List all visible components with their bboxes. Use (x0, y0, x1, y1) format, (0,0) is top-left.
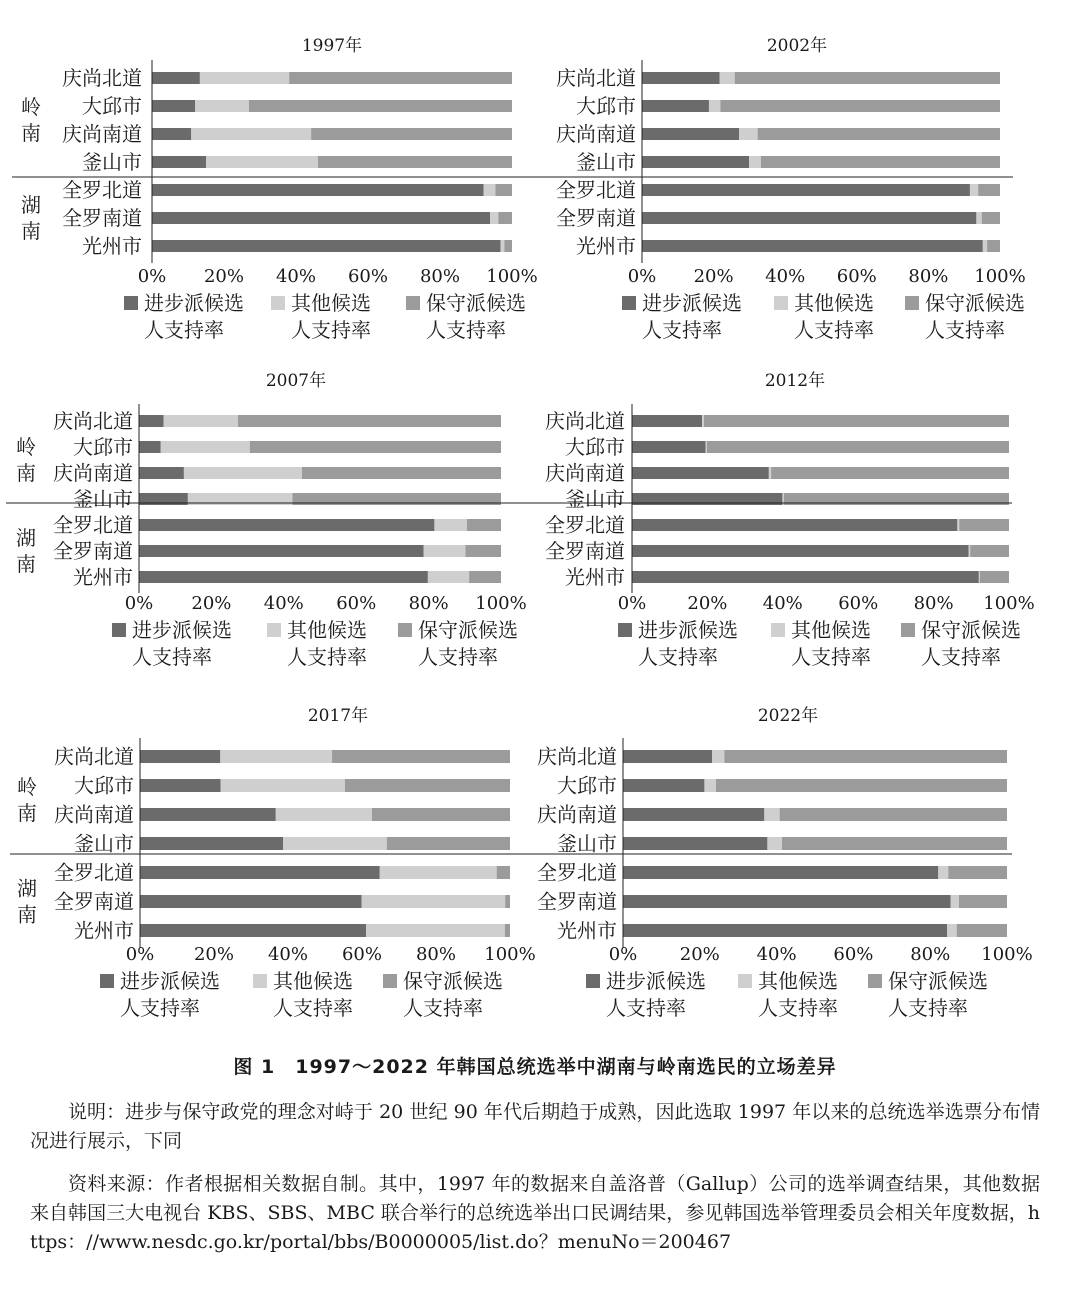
figure-caption: 图 1 1997～2022 年韩国总统选举中湖南与岭南选民的立场差异 (233, 1056, 837, 1078)
bar-progressive (623, 924, 947, 937)
bar-progressive (140, 924, 366, 937)
x-tick-label: 60% (336, 593, 377, 614)
bar-other (362, 895, 506, 908)
bar-other (490, 212, 498, 224)
bar-other (947, 924, 957, 937)
bar-progressive (140, 895, 362, 908)
bar-other (206, 156, 318, 168)
legend-swatch-progressive (112, 623, 126, 637)
region-group-label: 岭 (16, 435, 36, 459)
legend-label-conservative: 保守派候选 (888, 969, 988, 993)
bar-other (704, 779, 716, 792)
category-label: 大邱市 (82, 94, 142, 118)
bar-other (764, 808, 779, 821)
bar-conservative (987, 240, 1000, 252)
bar-progressive (632, 467, 769, 479)
bar-conservative (495, 184, 512, 196)
bar-progressive (623, 750, 712, 763)
x-tick-label: 60% (341, 944, 383, 965)
bar-conservative (978, 184, 1000, 196)
legend-label-other: 其他候选 (791, 618, 871, 642)
category-label: 大邱市 (557, 773, 617, 798)
bar-other (749, 156, 761, 168)
region-group-label: 南 (16, 552, 36, 576)
region-group-label: 湖 (16, 526, 36, 550)
bar-progressive (623, 779, 704, 792)
category-label: 庆尚北道 (537, 744, 617, 769)
bar-progressive (140, 779, 221, 792)
bar-other (283, 837, 387, 850)
category-label: 光州市 (74, 918, 134, 943)
bar-conservative (959, 519, 1009, 531)
bar-other (380, 866, 497, 879)
legend-label-other-line2: 人支持率 (287, 645, 367, 669)
x-tick-label: 40% (756, 944, 797, 965)
legend-label-conservative-line2: 人支持率 (888, 996, 968, 1020)
bar-progressive (140, 837, 283, 850)
bar-conservative (249, 100, 512, 112)
chart-panel-0 (21, 35, 538, 342)
category-label: 光州市 (557, 918, 617, 943)
bar-conservative (707, 441, 1009, 453)
legend-swatch-progressive (622, 296, 636, 310)
bar-other (191, 128, 311, 140)
bar-other (220, 750, 332, 763)
category-label: 庆尚南道 (545, 461, 625, 485)
bar-progressive (139, 545, 424, 557)
legend-swatch-conservative (406, 296, 420, 310)
bar-progressive (139, 441, 161, 453)
legend-label-conservative-line2: 人支持率 (921, 645, 1001, 669)
region-group-label: 湖 (17, 876, 37, 901)
x-tick-label: 20% (193, 944, 235, 965)
legend-label-other-line2: 人支持率 (794, 318, 874, 342)
category-label: 全罗北道 (54, 860, 134, 885)
bar-other (769, 467, 771, 479)
bar-progressive (623, 895, 951, 908)
bar-other (161, 441, 250, 453)
bar-progressive (139, 519, 434, 531)
chart-title: 2002年 (766, 36, 828, 56)
bar-other (709, 100, 720, 112)
bar-other (184, 467, 302, 479)
legend-swatch-other (271, 296, 285, 310)
bar-progressive (152, 184, 484, 196)
legend-swatch-conservative (398, 623, 412, 637)
legend-swatch-other (738, 974, 752, 988)
legend-swatch-other (253, 974, 267, 988)
figure-note-description: 说明：进步与保守政党的理念对峙于 20 世纪 90 年代后期趋于成熟，因此选取 1997 年以来的总统选举选票分布情况进行展示，下同 (30, 1101, 1040, 1152)
x-tick-label: 0% (124, 593, 154, 614)
bar-conservative (345, 779, 510, 792)
x-tick-label: 80% (415, 944, 457, 965)
chart-panel-3 (545, 370, 1035, 669)
category-label: 大邱市 (576, 94, 636, 118)
bar-other (983, 240, 987, 252)
x-tick-label: 60% (833, 944, 874, 965)
x-tick-label: 40% (765, 266, 806, 287)
category-label: 光州市 (576, 234, 636, 258)
bar-other (767, 837, 782, 850)
bar-other (500, 240, 504, 252)
category-label: 庆尚南道 (62, 122, 142, 146)
bar-progressive (623, 866, 938, 879)
category-label: 釜山市 (557, 831, 617, 856)
region-group-label: 岭 (17, 775, 37, 799)
x-tick-label: 20% (687, 593, 728, 614)
bar-conservative (720, 100, 1000, 112)
bar-conservative (387, 837, 510, 850)
x-tick-label: 60% (838, 593, 879, 614)
legend-swatch-conservative (905, 296, 919, 310)
legend-label-conservative: 保守派候选 (426, 291, 526, 315)
bar-other (739, 128, 758, 140)
legend-label-progressive: 进步派候选 (638, 618, 738, 642)
bar-other (366, 924, 505, 937)
legend-label-progressive-line2: 人支持率 (132, 645, 212, 669)
category-label: 全罗北道 (545, 513, 625, 537)
legend-swatch-progressive (618, 623, 632, 637)
legend-label-conservative: 保守派候选 (418, 618, 518, 642)
legend-label-conservative: 保守派候选 (925, 291, 1025, 315)
x-tick-label: 0% (627, 266, 657, 287)
bar-conservative (716, 779, 1007, 792)
x-tick-label: 0% (137, 266, 167, 287)
figure-note-source: 资料来源：作者根据相关数据自制。其中，1997 年的数据来自盖洛普（Gallup）公司的选举调查结果，其他数据来自韩国三大电视台 KBS、SBS、MBC 联合举行的总统选举出口民调结果，参见韩国选举管理委员会相关年度数据，https：//www.nesdc.go.kr/portal/bbs/B0000005/list.do？menuNo＝200467 (30, 1173, 1040, 1253)
bar-other (951, 895, 959, 908)
bar-conservative (980, 571, 1009, 583)
legend-label-other: 其他候选 (794, 291, 874, 315)
legend-label-conservative-line2: 人支持率 (426, 318, 506, 342)
x-tick-label: 80% (419, 266, 461, 287)
category-label: 全罗北道 (62, 178, 142, 202)
x-tick-label: 0% (617, 593, 647, 614)
legend-swatch-progressive (100, 974, 114, 988)
legend-label-other: 其他候选 (758, 969, 838, 993)
legend-swatch-other (774, 296, 788, 310)
legend-swatch-conservative (383, 974, 397, 988)
x-tick-label: 60% (836, 266, 877, 287)
bar-other (424, 545, 466, 557)
x-tick-label: 20% (679, 944, 720, 965)
bar-conservative (504, 240, 512, 252)
bar-other (164, 415, 238, 427)
legend-swatch-progressive (586, 974, 600, 988)
x-tick-label: 20% (203, 266, 245, 287)
bar-progressive (632, 571, 979, 583)
x-tick-label: 40% (275, 266, 317, 287)
bar-progressive (632, 441, 706, 453)
bar-other (434, 519, 467, 531)
bar-conservative (735, 72, 1000, 84)
bar-conservative (311, 128, 512, 140)
category-label: 全罗南道 (53, 539, 133, 563)
bar-other (979, 571, 980, 583)
category-label: 庆尚北道 (54, 744, 134, 769)
bar-progressive (642, 240, 983, 252)
legend-label-progressive-line2: 人支持率 (144, 318, 224, 342)
category-label: 光州市 (73, 565, 133, 589)
bar-progressive (140, 750, 220, 763)
region-group-label: 南 (17, 902, 37, 927)
x-tick-label: 80% (913, 593, 954, 614)
bar-progressive (152, 212, 490, 224)
category-label: 釜山市 (74, 831, 134, 856)
category-label: 全罗南道 (54, 889, 134, 914)
legend-swatch-conservative (901, 623, 915, 637)
legend-label-progressive: 进步派候选 (606, 969, 706, 993)
category-label: 全罗南道 (62, 206, 142, 230)
category-label: 釜山市 (73, 487, 133, 511)
bar-conservative (761, 156, 1000, 168)
bar-progressive (642, 100, 709, 112)
category-label: 釜山市 (82, 150, 142, 174)
chart-title: 1997年 (301, 36, 363, 56)
x-tick-label: 40% (263, 593, 304, 614)
bar-progressive (642, 156, 749, 168)
category-label: 庆尚北道 (62, 66, 142, 90)
bar-other (720, 72, 735, 84)
legend-label-progressive: 进步派候选 (642, 291, 742, 315)
x-tick-label: 100% (475, 593, 527, 614)
bar-progressive (140, 866, 380, 879)
category-label: 庆尚南道 (53, 461, 133, 485)
bar-conservative (959, 895, 1007, 908)
bar-progressive (139, 415, 164, 427)
bar-progressive (642, 184, 970, 196)
bar-other (221, 779, 345, 792)
bar-progressive (642, 72, 720, 84)
x-tick-label: 0% (125, 944, 155, 965)
bar-conservative (982, 212, 1000, 224)
category-label: 全罗北道 (537, 860, 617, 885)
chart-title: 2012年 (764, 371, 826, 391)
legend-label-other-line2: 人支持率 (273, 996, 353, 1020)
bar-conservative (372, 808, 510, 821)
bar-progressive (623, 837, 767, 850)
x-tick-label: 80% (910, 944, 951, 965)
x-tick-label: 0% (608, 944, 638, 965)
chart-panel-5 (537, 705, 1033, 1020)
category-label: 全罗南道 (545, 539, 625, 563)
bar-other (957, 519, 959, 531)
bar-progressive (152, 100, 195, 112)
bar-other (484, 184, 496, 196)
legend-swatch-conservative (868, 974, 882, 988)
region-group-label: 南 (21, 121, 41, 145)
bar-progressive (632, 415, 702, 427)
bar-progressive (642, 212, 976, 224)
bar-progressive (140, 808, 276, 821)
legend-label-progressive-line2: 人支持率 (120, 996, 200, 1020)
legend-label-conservative-line2: 人支持率 (403, 996, 483, 1020)
category-label: 全罗北道 (53, 513, 133, 537)
category-label: 大邱市 (565, 435, 625, 459)
bar-progressive (152, 156, 206, 168)
category-label: 庆尚北道 (53, 409, 133, 433)
bar-conservative (318, 156, 512, 168)
bar-other (969, 545, 971, 557)
category-label: 庆尚南道 (537, 802, 617, 827)
legend-label-conservative: 保守派候选 (921, 618, 1021, 642)
bar-conservative (780, 808, 1007, 821)
x-tick-label: 60% (347, 266, 389, 287)
category-label: 庆尚北道 (556, 66, 636, 90)
category-label: 釜山市 (576, 150, 636, 174)
category-label: 光州市 (82, 234, 142, 258)
bar-conservative (505, 895, 510, 908)
bar-conservative (704, 415, 1009, 427)
legend-label-progressive-line2: 人支持率 (638, 645, 718, 669)
x-tick-label: 40% (762, 593, 803, 614)
bar-conservative (498, 212, 512, 224)
bar-progressive (152, 72, 200, 84)
bar-progressive (152, 240, 500, 252)
category-label: 全罗南道 (537, 889, 617, 914)
bar-other (702, 415, 704, 427)
bar-conservative (948, 866, 1007, 879)
bar-conservative (957, 924, 1007, 937)
legend-label-other: 其他候选 (287, 618, 367, 642)
x-tick-label: 100% (983, 593, 1035, 614)
legend-label-other: 其他候选 (273, 969, 353, 993)
bar-other (712, 750, 724, 763)
bar-conservative (771, 467, 1009, 479)
bar-conservative (238, 415, 501, 427)
region-group-label: 南 (17, 801, 37, 825)
region-group-label: 南 (21, 219, 41, 243)
category-label: 全罗南道 (556, 206, 636, 230)
legend-label-conservative-line2: 人支持率 (925, 318, 1005, 342)
bar-conservative (970, 545, 1009, 557)
bar-other (195, 100, 249, 112)
legend-label-conservative-line2: 人支持率 (418, 645, 498, 669)
category-label: 庆尚南道 (556, 122, 636, 146)
chart-panel-4 (17, 705, 536, 1020)
category-label: 光州市 (565, 565, 625, 589)
bar-conservative (469, 571, 501, 583)
bar-other (428, 571, 469, 583)
x-tick-label: 100% (981, 944, 1033, 965)
bar-other (706, 441, 708, 453)
bar-conservative (332, 750, 510, 763)
category-label: 全罗北道 (556, 178, 636, 202)
bar-conservative (289, 72, 512, 84)
legend-swatch-progressive (124, 296, 138, 310)
legend-swatch-other (771, 623, 785, 637)
x-tick-label: 100% (486, 266, 538, 287)
bar-conservative (505, 924, 510, 937)
x-tick-label: 20% (191, 593, 232, 614)
legend-label-other-line2: 人支持率 (291, 318, 371, 342)
region-group-label: 南 (16, 461, 36, 485)
bar-progressive (139, 467, 184, 479)
chart-title: 2022年 (757, 706, 819, 726)
category-label: 大邱市 (73, 435, 133, 459)
legend-label-other: 其他候选 (291, 291, 371, 315)
bar-progressive (139, 571, 428, 583)
legend-label-other-line2: 人支持率 (758, 996, 838, 1020)
bar-other (970, 184, 978, 196)
bar-progressive (152, 128, 191, 140)
category-label: 釜山市 (565, 487, 625, 511)
x-tick-label: 40% (267, 944, 309, 965)
bar-other (276, 808, 372, 821)
category-label: 大邱市 (74, 773, 134, 798)
legend-label-progressive: 进步派候选 (120, 969, 220, 993)
bar-conservative (302, 467, 501, 479)
x-tick-label: 100% (974, 266, 1026, 287)
legend-swatch-other (267, 623, 281, 637)
bar-progressive (632, 545, 969, 557)
bar-conservative (250, 441, 501, 453)
x-tick-label: 80% (908, 266, 949, 287)
x-tick-label: 100% (484, 944, 536, 965)
bar-conservative (466, 545, 501, 557)
bar-conservative (758, 128, 1000, 140)
category-label: 庆尚北道 (545, 409, 625, 433)
chart-title: 2017年 (307, 706, 369, 726)
bar-progressive (632, 519, 957, 531)
legend-label-progressive: 进步派候选 (144, 291, 244, 315)
category-label: 庆尚南道 (54, 802, 134, 827)
legend-label-progressive-line2: 人支持率 (606, 996, 686, 1020)
bar-other (938, 866, 948, 879)
legend-label-progressive-line2: 人支持率 (642, 318, 722, 342)
x-tick-label: 80% (408, 593, 449, 614)
legend-label-conservative: 保守派候选 (403, 969, 503, 993)
bar-conservative (467, 519, 501, 531)
bar-conservative (782, 837, 1007, 850)
bar-conservative (724, 750, 1007, 763)
legend-label-progressive: 进步派候选 (132, 618, 232, 642)
chart-panel-2 (16, 370, 527, 669)
bar-progressive (623, 808, 764, 821)
bar-other (976, 212, 981, 224)
bar-progressive (642, 128, 739, 140)
region-group-label: 湖 (21, 193, 41, 217)
bar-conservative (497, 866, 510, 879)
region-group-label: 岭 (21, 95, 41, 119)
x-tick-label: 20% (693, 266, 734, 287)
chart-title: 2007年 (265, 371, 327, 391)
bar-other (200, 72, 289, 84)
legend-label-other-line2: 人支持率 (791, 645, 871, 669)
chart-panel-1 (556, 35, 1026, 342)
